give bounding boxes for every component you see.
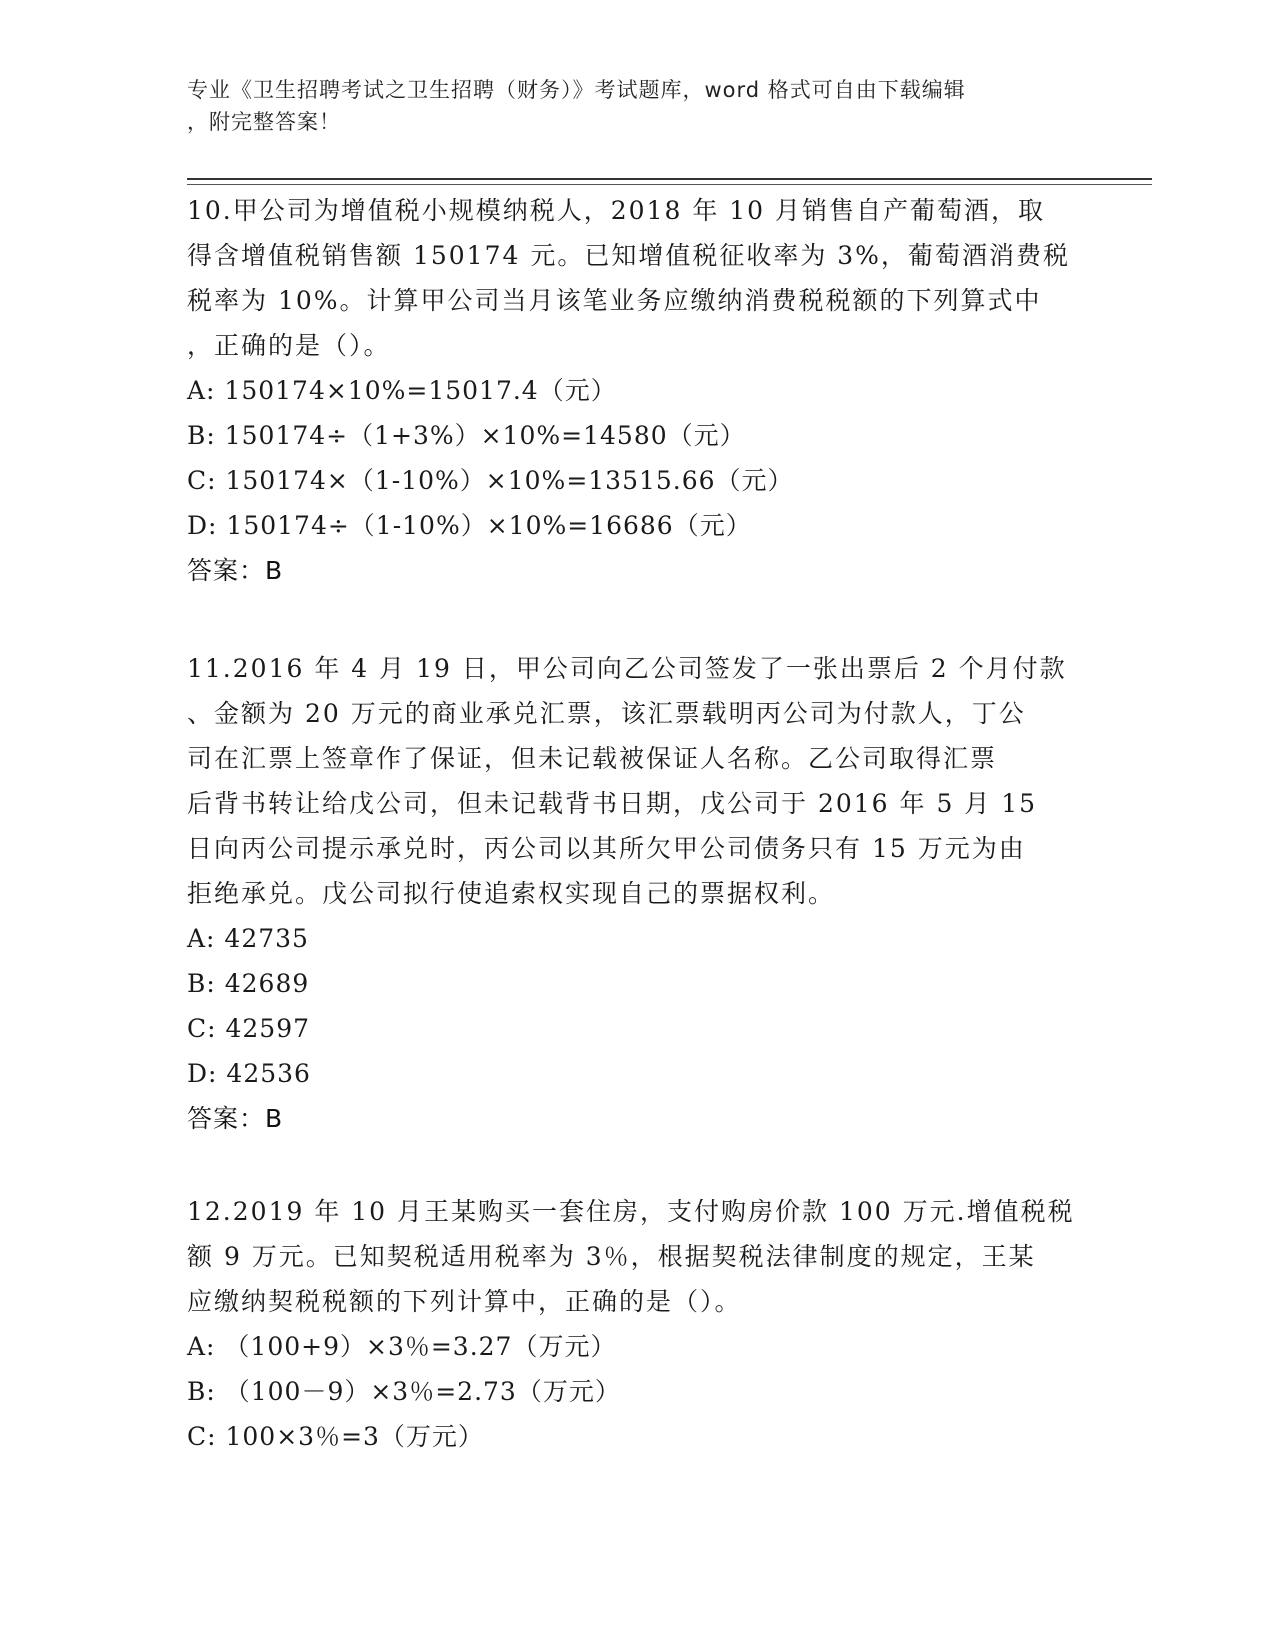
option-c: C: 42597 <box>187 1014 311 1043</box>
answer-label: 答案：B <box>187 556 284 585</box>
option-a: A: 42735 <box>187 924 309 953</box>
option-b: B: （100－9）×3％=2.73（万元） <box>187 1377 621 1406</box>
question-12 <box>187 1189 1087 1459</box>
header-line-1: 专业《卫生招聘考试之卫生招聘（财务）》考试题库，word 格式可自由下载编辑 <box>187 78 966 102</box>
option-c: C: 100×3％=3（万元） <box>187 1422 484 1451</box>
option-a: A: （100+9）×3％=3.27（万元） <box>187 1332 617 1361</box>
question-stem-line: 、金额为 20 万元的商业承兑汇票，该汇票载明丙公司为付款人，丁公 <box>187 699 1026 728</box>
option-b: B: 42689 <box>187 969 310 998</box>
question-stem-line: 税率为 10%。计算甲公司当月该笔业务应缴纳消费税税额的下列算式中 <box>187 286 1042 315</box>
option-a: A: 150174×10%=15017.4（元） <box>187 376 617 405</box>
question-11 <box>187 646 1087 1141</box>
question-stem-line: 应缴纳契税税额的下列计算中，正确的是（）。 <box>187 1287 742 1316</box>
answer-label: 答案：B <box>187 1104 284 1133</box>
question-stem-line: 日向丙公司提示承兑时，丙公司以其所欠甲公司债务只有 15 万元为由 <box>187 834 1026 863</box>
option-b: B: 150174÷（1+3%）×10%=14580（元） <box>187 421 746 450</box>
header-line-2: ，附完整答案！ <box>187 110 341 134</box>
option-d: D: 150174÷（1-10%）×10%=16686（元） <box>187 511 752 540</box>
question-stem-line: 12.2019 年 10 月王某购买一套住房，支付购房价款 100 万元.增值税税 <box>187 1197 1075 1226</box>
question-stem-line: 11.2016 年 4 月 19 日，甲公司向乙公司签发了一张出票后 2 个月付款 <box>187 654 1067 683</box>
question-stem-line: 后背书转让给戊公司，但未记载背书日期，戊公司于 2016 年 5 月 15 <box>187 789 1038 818</box>
question-stem-line: 额 9 万元。已知契税适用税率为 3％，根据契税法律制度的规定，王某 <box>187 1242 1036 1271</box>
header-divider-thick <box>187 178 1152 180</box>
question-stem-line: 拒绝承兑。戊公司拟行使追索权实现自己的票据权利。 <box>187 879 836 908</box>
question-stem-line: 10.甲公司为增值税小规模纳税人，2018 年 10 月销售自产葡萄酒，取 <box>187 196 1046 225</box>
header-divider-thin <box>187 184 1152 185</box>
question-stem-line: 得含增值税销售额 150174 元。已知增值税征收率为 3%，葡萄酒消费税 <box>187 241 1070 270</box>
question-stem-line: 司在汇票上签章作了保证，但未记载被保证人名称。乙公司取得汇票 <box>187 744 998 773</box>
question-stem-line: ，正确的是（）。 <box>187 331 391 360</box>
option-d: D: 42536 <box>187 1059 311 1088</box>
option-c: C: 150174×（1-10%）×10%=13515.66（元） <box>187 466 794 495</box>
question-10 <box>187 188 1087 593</box>
document-header <box>187 74 1087 138</box>
